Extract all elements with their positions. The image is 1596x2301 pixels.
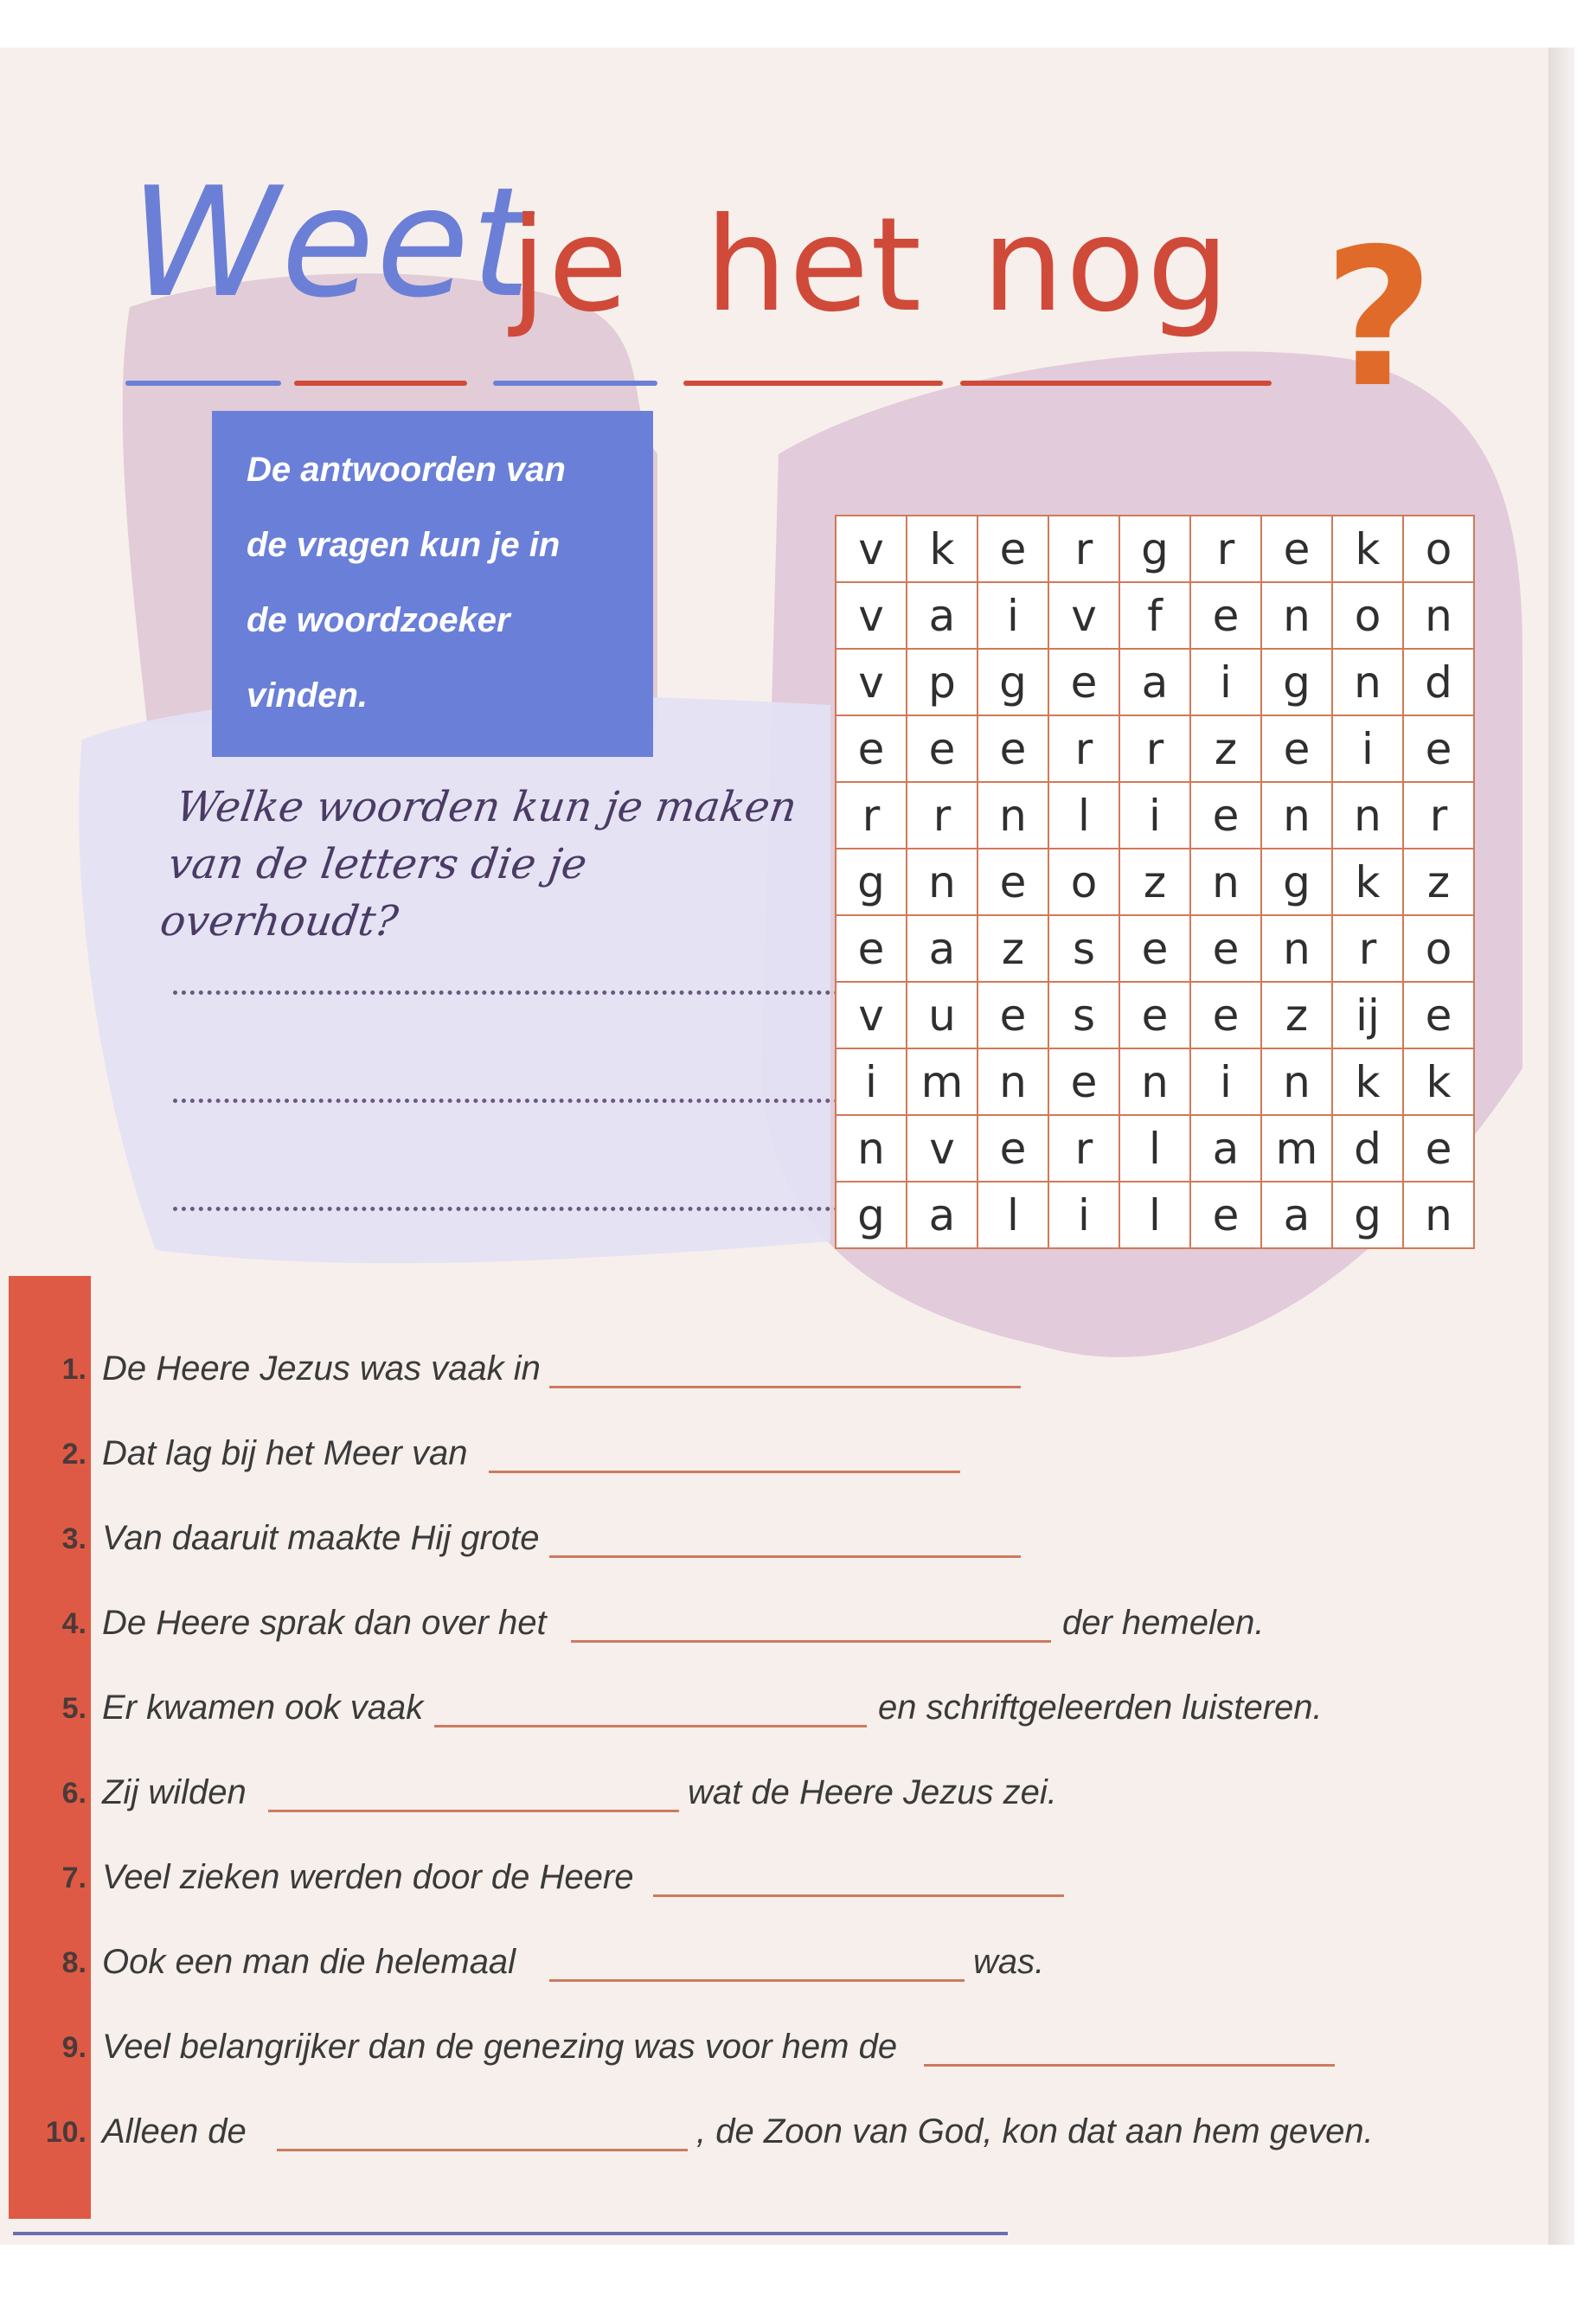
question-text: Veel zieken werden door de Heere	[102, 1858, 634, 1896]
answer-blank[interactable]	[277, 2149, 688, 2151]
word-search-grid	[835, 515, 1475, 1249]
question-text: De Heere sprak dan over het	[102, 1604, 547, 1642]
grid-cell[interactable]: e	[1119, 915, 1190, 982]
question-2	[9, 1434, 1531, 1486]
answer-dotted-line-2[interactable]	[173, 1099, 839, 1103]
question-text: Veel belangrijker dan de genezing was voor hem de	[102, 2028, 898, 2066]
title-underline-4	[683, 381, 943, 386]
grid-cell[interactable]: n	[1261, 1048, 1332, 1115]
grid-cell[interactable]: v	[836, 516, 907, 582]
grid-cell[interactable]: r	[1332, 915, 1403, 982]
grid-cell[interactable]: e	[907, 715, 977, 782]
instruction-line: De antwoorden van	[247, 451, 566, 489]
answer-blank[interactable]	[489, 1471, 960, 1473]
question-text: Zij wilden	[102, 1773, 247, 1811]
question-9	[9, 2028, 1531, 2080]
grid-cell[interactable]: l	[1119, 1182, 1190, 1248]
question-10	[9, 2112, 1531, 2164]
grid-cell[interactable]: o	[1403, 915, 1474, 982]
question-number: 10.	[45, 2116, 87, 2149]
grid-cell[interactable]: e	[1190, 782, 1261, 849]
grid-cell[interactable]: n	[1332, 649, 1403, 715]
handwritten-line: overhoudt?	[157, 897, 401, 945]
grid-cell[interactable]: m	[907, 1048, 977, 1115]
grid-cell[interactable]: r	[907, 782, 977, 849]
instruction-line: de woordzoeker	[247, 601, 510, 639]
grid-cell[interactable]: e	[1403, 1115, 1474, 1182]
grid-row	[836, 516, 1474, 582]
grid-cell[interactable]: g	[1261, 849, 1332, 915]
page-title	[130, 121, 1434, 429]
grid-cell[interactable]: e	[977, 715, 1048, 782]
grid-cell[interactable]: i	[1332, 715, 1403, 782]
answer-blank[interactable]	[549, 1979, 965, 1982]
title-word-2	[510, 190, 630, 341]
grid-cell[interactable]: k	[1332, 1048, 1403, 1115]
question-number: 3.	[61, 1522, 87, 1555]
question-6	[9, 1773, 1531, 1825]
grid-cell[interactable]: z	[1403, 849, 1474, 915]
title-word-het: het	[705, 190, 924, 341]
question-text-after: wat de Heere Jezus zei.	[688, 1773, 1057, 1811]
title-underline-3	[493, 381, 657, 386]
bottom-rule	[13, 2232, 1008, 2235]
grid-cell[interactable]: n	[1403, 1182, 1474, 1248]
grid-cell[interactable]: v	[836, 982, 907, 1048]
question-text: Er kwamen ook vaak	[102, 1689, 424, 1727]
grid-cell[interactable]: n	[1403, 582, 1474, 649]
grid-cell[interactable]: e	[1261, 516, 1332, 582]
title-question-mark: ?	[1324, 208, 1434, 429]
grid-cell[interactable]: l	[977, 1182, 1048, 1248]
answer-blank[interactable]	[268, 1810, 679, 1812]
grid-cell[interactable]: e	[1048, 649, 1119, 715]
grid-cell[interactable]: n	[977, 782, 1048, 849]
grid-cell[interactable]: v	[907, 1115, 977, 1182]
instruction-text	[247, 433, 653, 734]
question-text-after: was.	[973, 1943, 1045, 1981]
question-text: Van daaruit maakte Hij grote	[102, 1519, 540, 1557]
grid-cell[interactable]: n	[1261, 915, 1332, 982]
title-underline-1	[125, 381, 281, 386]
grid-cell[interactable]: r	[1119, 715, 1190, 782]
grid-cell[interactable]: n	[1332, 782, 1403, 849]
grid-cell[interactable]: a	[907, 1182, 977, 1248]
grid-cell[interactable]: f	[1119, 582, 1190, 649]
grid-row	[836, 1182, 1474, 1248]
grid-cell[interactable]: z	[1119, 849, 1190, 915]
grid-cell[interactable]: e	[1119, 982, 1190, 1048]
answer-blank[interactable]	[653, 1894, 1064, 1897]
question-8	[9, 1943, 1531, 1995]
grid-cell[interactable]: s	[1048, 982, 1119, 1048]
question-5	[9, 1689, 1531, 1740]
grid-cell[interactable]: g	[1332, 1182, 1403, 1248]
question-number: 7.	[61, 1862, 87, 1894]
answer-dotted-line-3[interactable]	[173, 1207, 839, 1211]
grid-cell[interactable]: z	[1261, 982, 1332, 1048]
question-text-after: , de Zoon van God, kon dat aan hem geven.	[696, 2112, 1374, 2150]
grid-cell[interactable]: a	[1261, 1182, 1332, 1248]
question-number: 4.	[61, 1607, 87, 1640]
grid-row	[836, 849, 1474, 915]
grid-cell[interactable]: o	[1403, 516, 1474, 582]
grid-cell[interactable]: r	[1048, 715, 1119, 782]
question-number: 1.	[61, 1353, 87, 1386]
grid-row	[836, 582, 1474, 649]
question-text-after: en schriftgeleerden luisteren.	[878, 1689, 1323, 1727]
question-number: 6.	[61, 1777, 87, 1810]
grid-cell[interactable]: r	[1048, 516, 1119, 582]
grid-cell[interactable]: e	[977, 1115, 1048, 1182]
grid-cell[interactable]: z	[1190, 715, 1261, 782]
grid-cell[interactable]: o	[1332, 582, 1403, 649]
grid-cell[interactable]: i	[1048, 1182, 1119, 1248]
grid-cell[interactable]: k	[907, 516, 977, 582]
grid-cell[interactable]: e	[1403, 715, 1474, 782]
grid-cell[interactable]: l	[1119, 1115, 1190, 1182]
grid-cell[interactable]: n	[907, 849, 977, 915]
grid-cell[interactable]: k	[1332, 516, 1403, 582]
grid-cell[interactable]: e	[977, 516, 1048, 582]
grid-row	[836, 915, 1474, 982]
page-edge	[1548, 48, 1574, 2245]
grid-cell[interactable]: z	[977, 915, 1048, 982]
grid-cell[interactable]: l	[1048, 782, 1119, 849]
grid-cell[interactable]: e	[977, 982, 1048, 1048]
grid-cell[interactable]: u	[907, 982, 977, 1048]
question-text: Alleen de	[102, 2112, 247, 2150]
title-word-weet: Weet	[130, 156, 532, 331]
grid-cell[interactable]: e	[836, 915, 907, 982]
grid-cell[interactable]: n	[1261, 782, 1332, 849]
grid-cell[interactable]: n	[1190, 849, 1261, 915]
title-word-nog: nog	[982, 190, 1232, 341]
grid-cell[interactable]: n	[836, 1115, 907, 1182]
instruction-line: de vragen kun je in	[247, 526, 561, 564]
answer-blank[interactable]	[549, 1555, 1021, 1558]
grid-cell[interactable]: i	[836, 1048, 907, 1115]
grid-cell[interactable]: i	[1190, 1048, 1261, 1115]
grid-cell[interactable]: k	[1403, 1048, 1474, 1115]
grid-cell[interactable]: e	[1048, 1048, 1119, 1115]
grid-cell[interactable]: e	[1190, 582, 1261, 649]
grid-cell[interactable]: m	[1261, 1115, 1332, 1182]
answer-blank[interactable]	[549, 1386, 1021, 1388]
grid-cell[interactable]: p	[907, 649, 977, 715]
grid-cell[interactable]: n	[977, 1048, 1048, 1115]
question-1	[9, 1349, 1531, 1401]
worksheet-page	[0, 48, 1548, 2245]
grid-cell[interactable]: v	[1048, 582, 1119, 649]
grid-cell[interactable]: a	[907, 915, 977, 982]
handwritten-line: Welke woorden kun je maken	[173, 783, 800, 831]
grid-cell[interactable]: i	[977, 582, 1048, 649]
question-7	[9, 1858, 1531, 1910]
grid-cell[interactable]: e	[1190, 1182, 1261, 1248]
grid-cell[interactable]: r	[1403, 782, 1474, 849]
grid-cell[interactable]: e	[1261, 715, 1332, 782]
answer-blank[interactable]	[434, 1725, 867, 1727]
grid-row	[836, 1115, 1474, 1182]
grid-cell[interactable]: g	[836, 849, 907, 915]
grid-cell[interactable]: r	[836, 782, 907, 849]
grid-cell[interactable]: v	[836, 649, 907, 715]
grid-row	[836, 715, 1474, 782]
question-text-after: der hemelen.	[1062, 1604, 1265, 1642]
question-text: Ook een man die helemaal	[102, 1943, 516, 1981]
question-text: Dat lag bij het Meer van	[102, 1434, 468, 1472]
grid-cell[interactable]: s	[1048, 915, 1119, 982]
title-underline-5	[960, 381, 1272, 386]
question-text: De Heere Jezus was vaak in	[102, 1349, 541, 1388]
question-number: 5.	[61, 1692, 87, 1725]
grid-cell[interactable]: a	[907, 582, 977, 649]
grid-cell[interactable]: ij	[1332, 982, 1403, 1048]
question-number: 9.	[61, 2031, 87, 2064]
grid-cell[interactable]: o	[1048, 849, 1119, 915]
title-word-je: je	[510, 190, 630, 341]
grid-cell[interactable]: i	[1119, 782, 1190, 849]
answer-blank[interactable]	[924, 2064, 1335, 2067]
grid-cell[interactable]: e	[1190, 982, 1261, 1048]
grid-cell[interactable]: d	[1332, 1115, 1403, 1182]
grid-row	[836, 982, 1474, 1048]
grid-cell[interactable]: n	[1119, 1048, 1190, 1115]
title-word-3	[705, 190, 923, 341]
grid-cell[interactable]: g	[1261, 649, 1332, 715]
grid-cell[interactable]: g	[977, 649, 1048, 715]
grid-cell[interactable]: i	[1190, 649, 1261, 715]
title-word-4	[982, 190, 1231, 341]
grid-cell[interactable]: r	[1190, 516, 1261, 582]
title-underline-2	[294, 381, 467, 386]
grid-row	[836, 782, 1474, 849]
question-3	[9, 1519, 1531, 1571]
grid-cell[interactable]: e	[836, 715, 907, 782]
handwritten-line: van de letters die je	[165, 840, 590, 888]
answer-dotted-line-1[interactable]	[173, 990, 839, 995]
grid-row	[836, 649, 1474, 715]
grid-cell[interactable]: e	[977, 849, 1048, 915]
grid-cell[interactable]: k	[1332, 849, 1403, 915]
grid-cell[interactable]: e	[1403, 982, 1474, 1048]
question-4	[9, 1604, 1531, 1656]
instruction-line: vinden.	[247, 676, 369, 715]
grid-cell[interactable]: a	[1119, 649, 1190, 715]
grid-cell[interactable]: r	[1048, 1115, 1119, 1182]
grid-cell[interactable]: e	[1190, 915, 1261, 982]
grid-cell[interactable]: d	[1403, 649, 1474, 715]
grid-cell[interactable]: v	[836, 582, 907, 649]
answer-blank[interactable]	[571, 1640, 1051, 1643]
question-number: 2.	[61, 1438, 87, 1471]
grid-cell[interactable]: g	[836, 1182, 907, 1248]
grid-cell[interactable]: n	[1261, 582, 1332, 649]
handwritten-question	[157, 779, 838, 950]
title-word-1	[130, 156, 532, 331]
grid-row	[836, 1048, 1474, 1115]
grid-cell[interactable]: g	[1119, 516, 1190, 582]
question-number: 8.	[61, 1946, 87, 1979]
grid-cell[interactable]: a	[1190, 1115, 1261, 1182]
